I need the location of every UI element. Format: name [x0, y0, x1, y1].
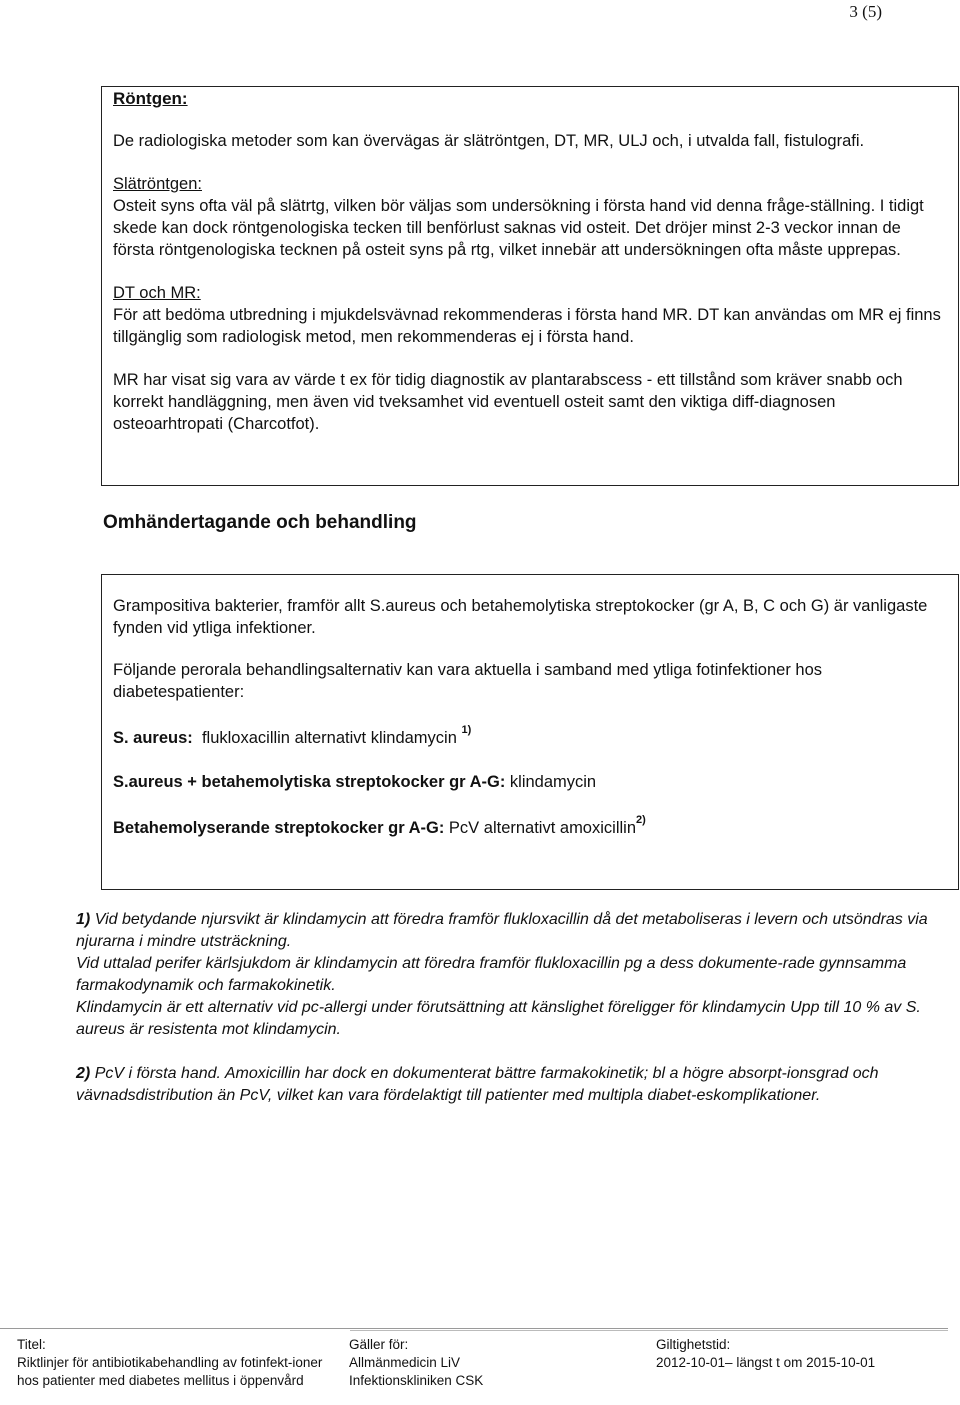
radiology-heading: Röntgen: [113, 89, 188, 108]
footer-validity-label: Giltighetstid: [656, 1337, 731, 1352]
ct-mr-heading: DT och MR: [113, 284, 201, 302]
plain-xray-text: Osteit syns ofta väl på slätrtg, vilken bör väljas som undersökning i första hand vid denna fråge-ställning. I tidigt skede kan dock röntgenologiska tecken till benförlust saknas vid osteit. Det dröjer minst 2-3 veckor innan de första röntgenologiska tecknen på osteit syns på rtg, vilket innebär att undersökningen ofta måste upprepas. [113, 197, 924, 259]
footer-applies-to [349, 1336, 589, 1390]
footer-validity [656, 1336, 946, 1372]
footnote-ref-1: 1) [461, 724, 472, 736]
footnote-1 [76, 909, 946, 953]
footnote-1-allergy: Klindamycin är ett alternativ vid pc-allergi under förutsättning att känslighet föreligger för klindamycin Upp till 10 % av S. aureus är resistenta mot klindamycin. [76, 999, 921, 1038]
footnote-text: Vid betydande njursvikt är klindamycin att föredra framför flukloxacillin då det metaboliseras i levern och utsöndras via njurarna i mindre utsträckning. [76, 911, 928, 950]
section-title: Omhändertagande och behandling [103, 512, 417, 533]
footnote-number: 2) [76, 1065, 91, 1082]
footnotes [76, 909, 946, 1107]
drug-option-label: S.aureus + betahemolytiska streptokocker gr A-G: [113, 773, 506, 791]
footer-title [17, 1336, 337, 1390]
drug-option-text: PcV alternativt amoxicillin [448, 819, 636, 837]
footnote-1-continued: Vid uttalad perifer kärlsjukdom är klindamycin att föredra framför flukloxacillin pg a dess dokumente-rade gynnsamma farmakodynamik och farmakokinetik. [76, 955, 907, 994]
footnote-ref-2: 2) [636, 814, 646, 826]
footer-divider-secondary [350, 1330, 948, 1331]
footnote-2 [76, 1063, 946, 1107]
footer-validity-value: 2012-10-01– längst t om 2015-10-01 [656, 1355, 876, 1370]
radiology-box [101, 86, 959, 486]
page-number: 3 (5) [849, 2, 882, 21]
drug-option-text: flukloxacillin alternativt klindamycin [201, 729, 457, 747]
drug-option-label: Betahemolyserande streptokocker gr A-G: [113, 819, 445, 837]
treatment-box [101, 574, 959, 890]
footnote-number: 1) [76, 911, 91, 928]
footer-applies-value-1: Allmänmedicin LiV [349, 1355, 461, 1370]
footer-applies-label: Gäller för: [349, 1337, 409, 1352]
drug-option-text: klindamycin [509, 773, 597, 791]
ct-mr-text: För att bedöma utbredning i mjukdelsvävnad rekommenderas i första hand MR. DT kan användas om MR ej finns tillgänglig som radiologisk metod, men rekommenderas ej i första hand. [113, 306, 941, 346]
footnote-text: PcV i första hand. Amoxicillin har dock en dokumenterat bättre farmakokinetik; bl a högre absorpt-ionsgrad och vävnadsdistribution än PcV, vilket kan vara fördelaktigt till patienter med multipla diabet-eskomplikationer. [76, 1065, 879, 1104]
footer-title-label: Titel: [17, 1337, 46, 1352]
oral-options-paragraph: Följande perorala behandlingsalternativ kan vara aktuella i samband med ytliga fotinfektioner hos diabetespatienter: [113, 661, 823, 701]
radiology-intro: De radiologiska metoder som kan övervägas är slätröntgen, DT, MR, ULJ och, i utvalda fall, fistulografi. [113, 132, 865, 150]
drug-option-aureus [113, 724, 946, 749]
footer-title-value: Riktlinjer för antibiotikabehandling av fotinfekt-ioner hos patienter med diabetes mellitus i öppenvård [17, 1355, 323, 1388]
drug-option-aureus-strep [113, 771, 946, 793]
footer-divider [0, 1328, 948, 1329]
bacteria-paragraph: Grampositiva bakterier, framför allt S.aureus och betahemolytiska streptokocker (gr A, B, C och G) är vanligaste fynden vid ytliga infektioner. [113, 597, 928, 637]
plain-xray-heading: Slätröntgen: [113, 175, 202, 193]
drug-option-label: S. aureus: [113, 729, 193, 747]
footer-applies-value-2: Infektionskliniken CSK [349, 1373, 484, 1388]
drug-option-strep [113, 814, 946, 839]
mr-value-text: MR har visat sig vara av värde t ex för tidig diagnostik av plantarabscess - ett tillstånd som kräver snabb och korrekt handläggning, men även vid tveksamhet vid eventuell osteit samt den viktiga diff-diagnosen osteoarhtropati (Charcotfot). [113, 371, 903, 433]
